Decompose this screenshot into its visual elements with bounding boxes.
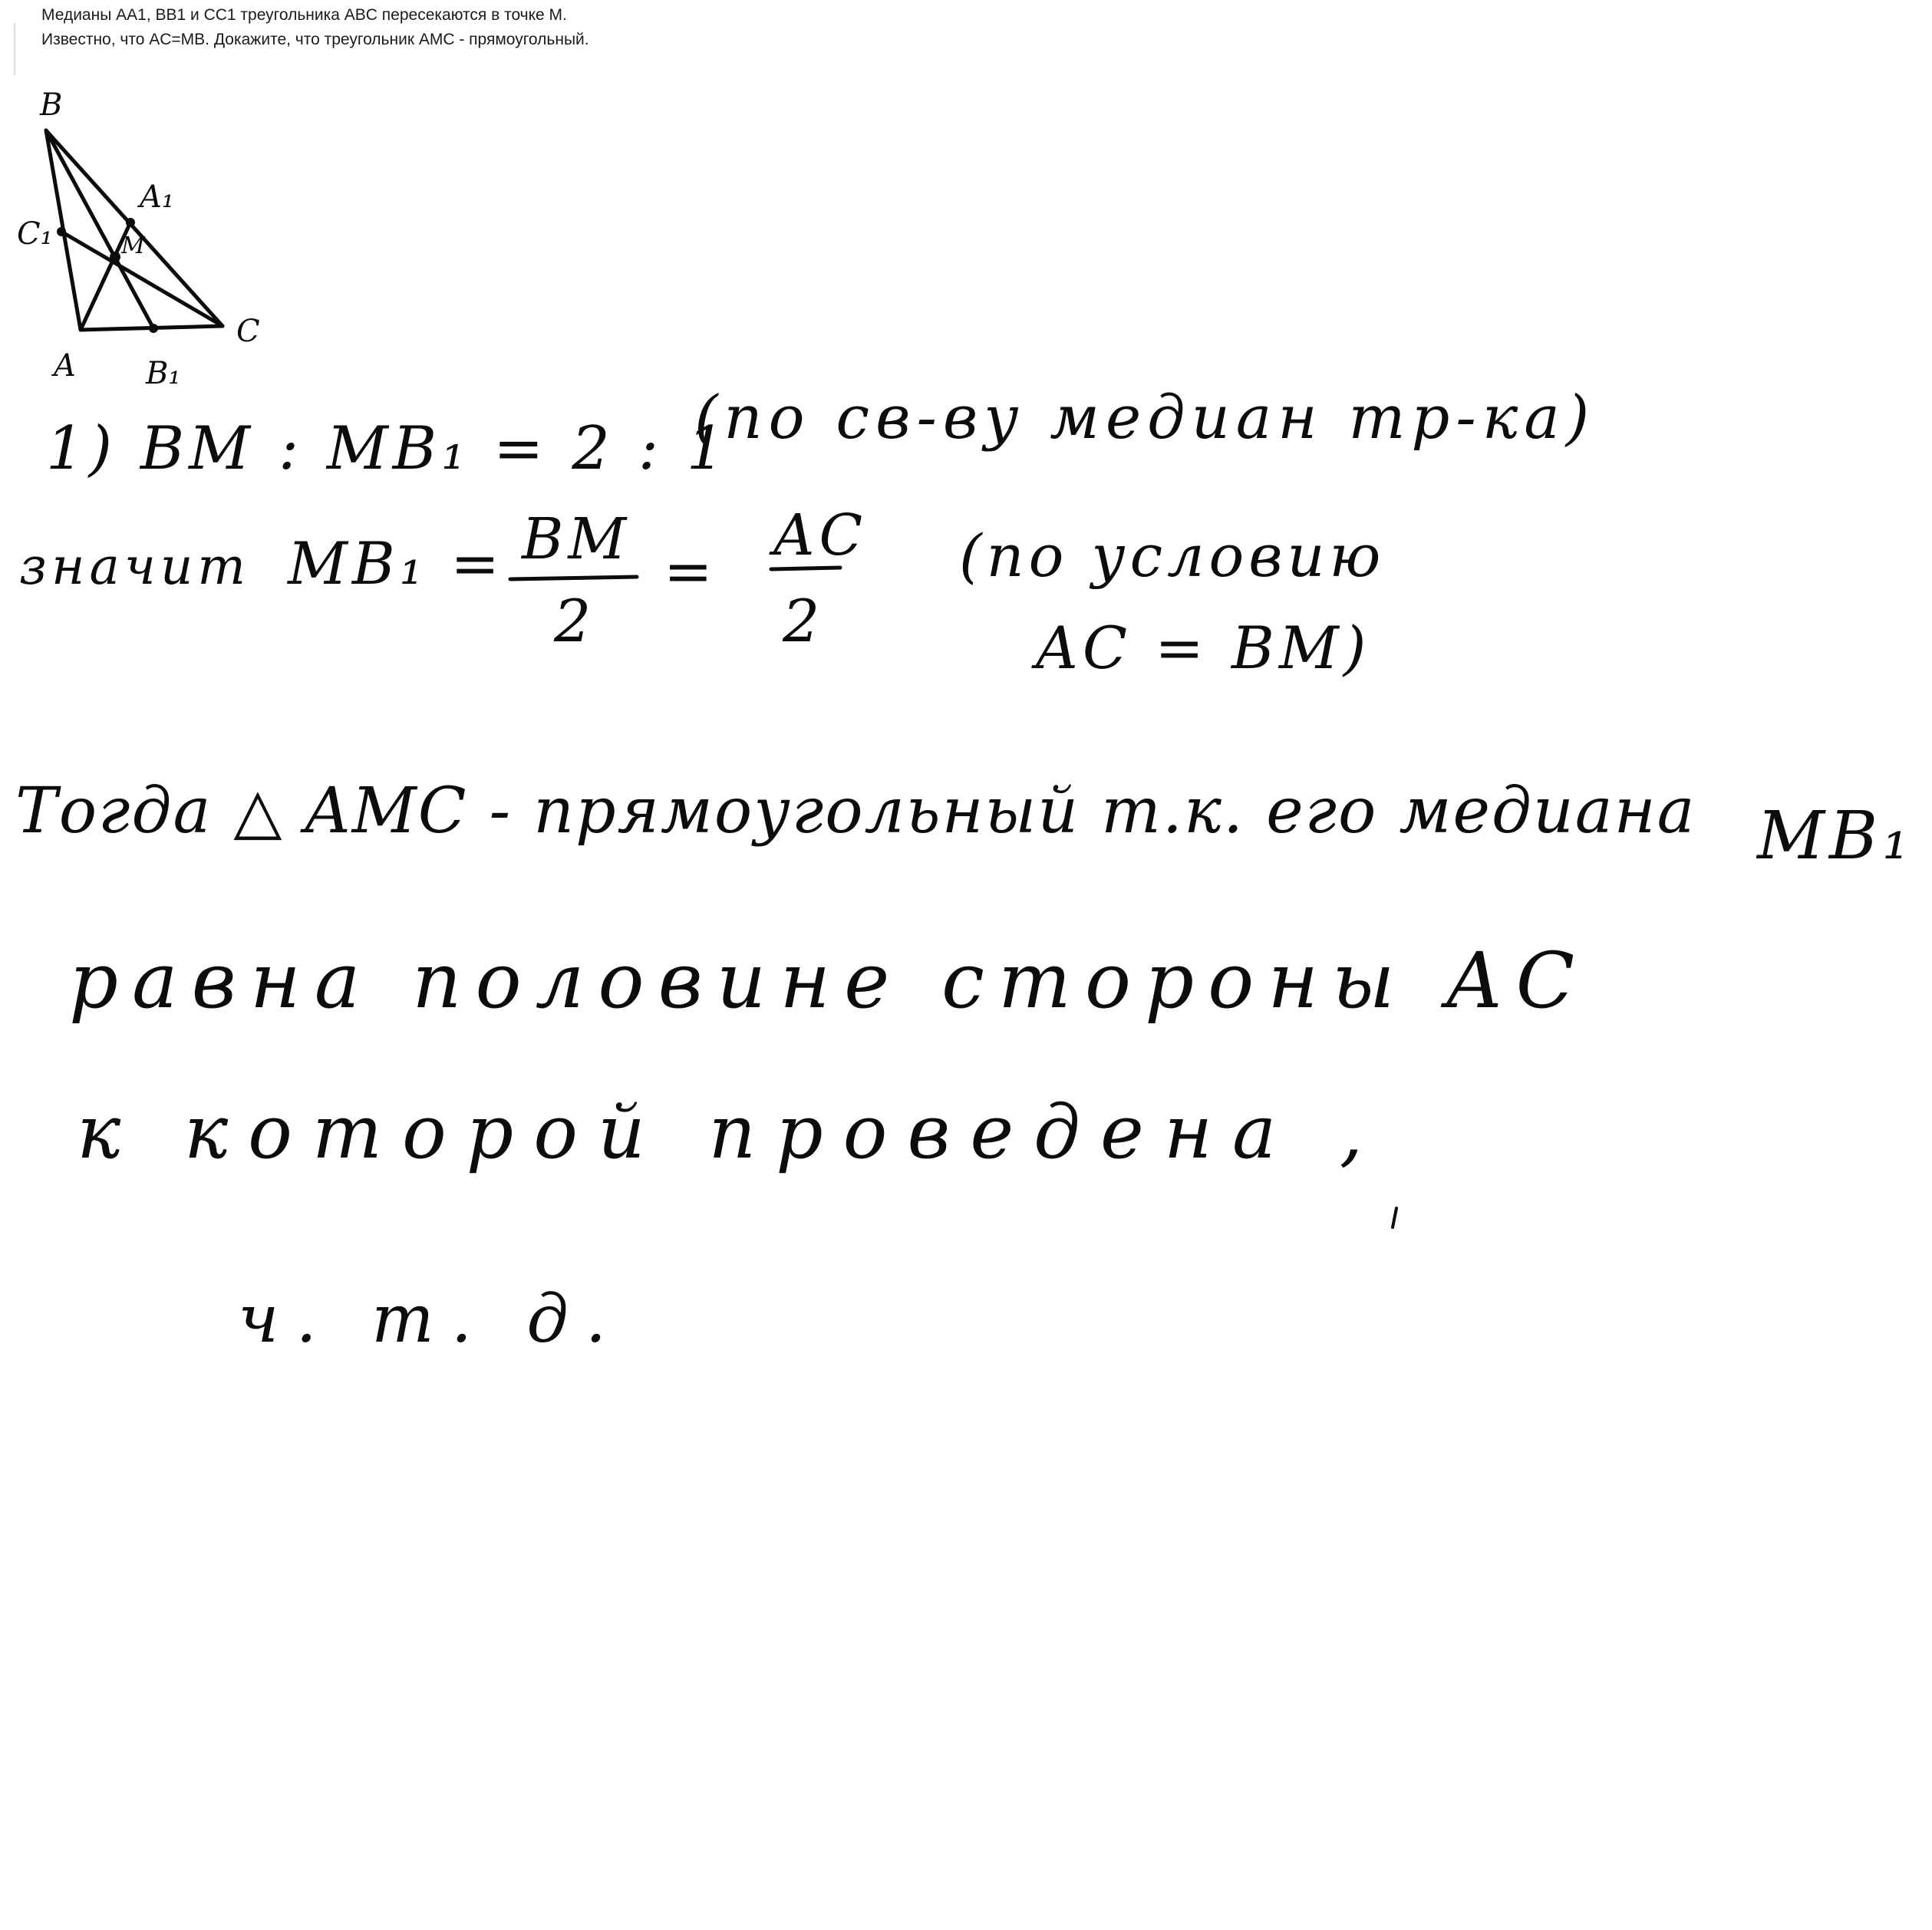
point-m — [110, 252, 120, 262]
qed: ч. т. д. — [238, 1281, 624, 1358]
triangle-figure — [46, 130, 223, 330]
conclusion-line-1: Тогда △ AMC - прямоугольный т.к. его медиана — [15, 775, 1696, 848]
step2-prefix: значит — [19, 537, 250, 596]
step2-equals: = — [664, 537, 717, 605]
step1-note: (по св-ву медиан тр-ка) — [694, 384, 1596, 453]
label-a1: A₁ — [140, 179, 174, 215]
problem-line-2: Известно, что AC=MB. Докажите, что треугольник AMC - прямоугольный. — [41, 31, 589, 48]
fraction-bar-bm — [510, 577, 637, 579]
point-c1 — [57, 227, 66, 236]
label-m: M — [121, 232, 145, 259]
step2-frac1-numerator: BM — [522, 506, 631, 572]
step2-note-line2: AC = BM) — [1036, 614, 1371, 682]
conclusion-line-3: к которой проведена , — [77, 1089, 1383, 1175]
step1-equation: 1) BM : MB₁ = 2 : 1 — [46, 414, 730, 483]
stray-strokes — [1393, 1208, 1396, 1227]
label-b1: B₁ — [146, 356, 181, 391]
step2-frac1-denominator: 2 — [554, 587, 596, 655]
step2-frac2-numerator: AC — [773, 502, 868, 568]
conclusion-line-2: равна половине стороны AC — [69, 936, 1589, 1026]
problem-line-1: Медианы AA1, BB1 и CC1 треугольника ABC пересекаются в точке M. — [41, 6, 567, 24]
point-a1 — [126, 218, 135, 227]
step2-frac2-denominator: 2 — [783, 587, 825, 655]
tick-mark — [1393, 1208, 1396, 1227]
triangle-labels — [17, 87, 260, 391]
step2-note-line1: (по условию — [959, 522, 1386, 590]
conclusion-line-1-end: MB₁ — [1757, 798, 1914, 874]
label-a: A — [54, 348, 76, 384]
label-c: C — [236, 314, 260, 349]
label-c1: C₁ — [17, 216, 53, 252]
label-b: B — [40, 87, 63, 123]
step2-mb1: MB₁ = — [288, 529, 504, 598]
point-b1 — [149, 324, 158, 333]
